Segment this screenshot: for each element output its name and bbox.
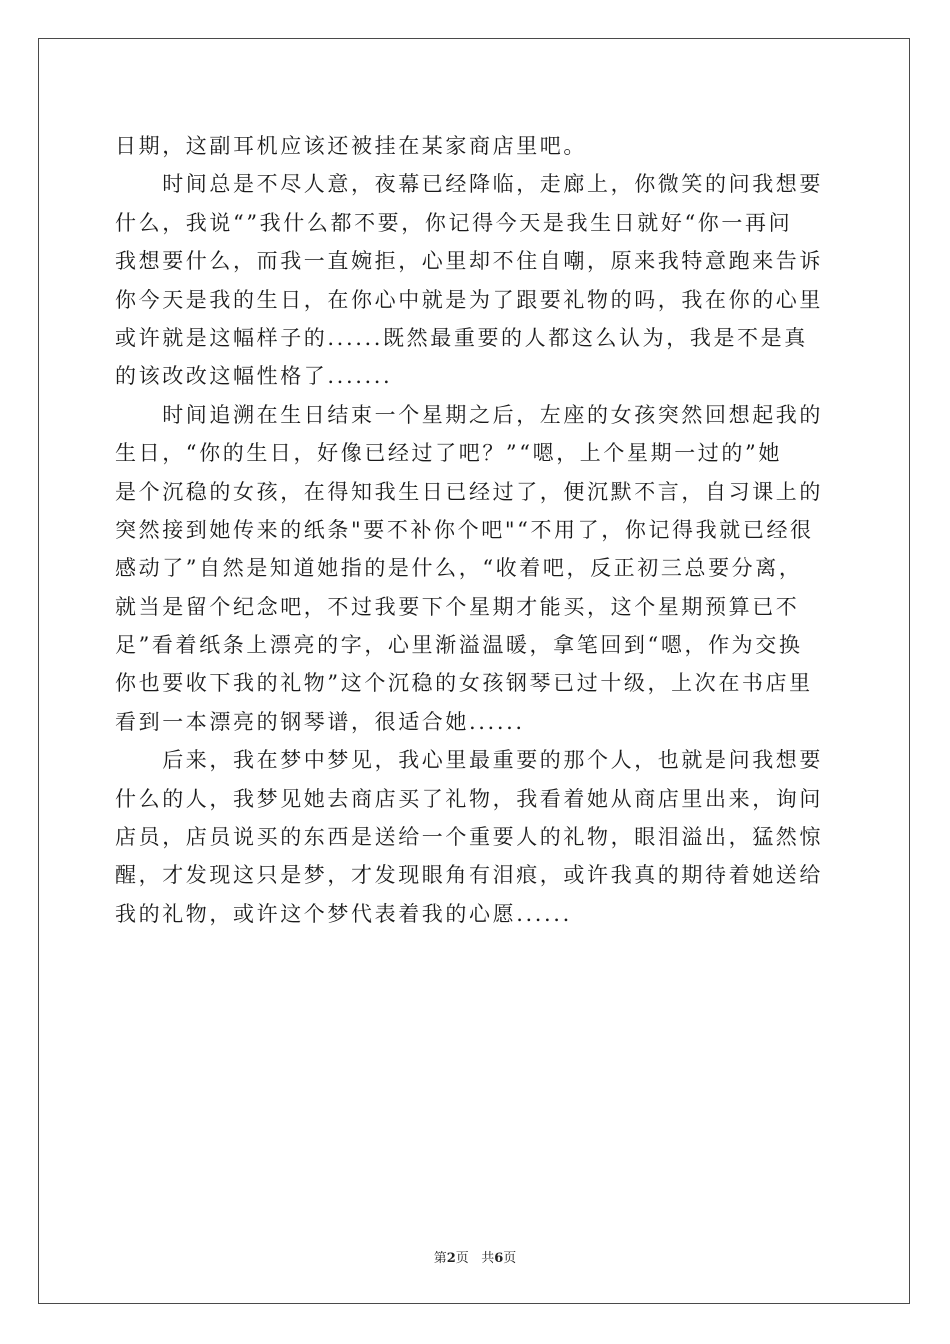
text-line: 什么，我说“”我什么都不要，你记得今天是我生日就好“你一再问	[115, 210, 793, 235]
text-line: 店员，店员说买的东西是送给一个重要人的礼物，眼泪溢出，猛然惊	[115, 825, 823, 850]
text-line: 时间追溯在生日结束一个星期之后，左座的女孩突然回想起我的	[115, 402, 823, 427]
page-number: 2	[446, 1251, 456, 1266]
text-line: 我的礼物，或许这个梦代表着我的心愿......	[115, 901, 572, 926]
text-line: 是个沉稳的女孩，在得知我生日已经过了，便沉默不言，自习课上的	[115, 479, 823, 504]
total-prefix: 共	[481, 1251, 495, 1266]
page-footer	[0, 1247, 950, 1266]
text-line: 看到一本漂亮的钢琴谱，很适合她......	[115, 709, 525, 734]
text-line: 时间总是不尽人意，夜幕已经降临，走廊上，你微笑的问我想要	[115, 172, 823, 197]
text-line: 或许就是这幅样子的......既然最重要的人都这么认为，我是不是真	[115, 325, 808, 350]
text-line: 日期，这副耳机应该还被挂在某家商店里吧。	[115, 134, 587, 158]
text-line: 我想要什么，而我一直婉拒，心里却不住自嘲，原来我特意跑来告诉	[115, 249, 823, 274]
text-line: 感动了”自然是知道她指的是什么，“收着吧，反正初三总要分离，	[115, 556, 803, 581]
text-line: 你也要收下我的礼物”这个沉稳的女孩钢琴已过十级，上次在书店里	[115, 671, 813, 696]
total-pages: 6	[494, 1251, 504, 1266]
text-line: 你今天是我的生日，在你心中就是为了跟要礼物的吗，我在你的心里	[115, 287, 823, 312]
text-line: 的该改改这幅性格了.......	[115, 364, 393, 389]
text-line: 后来，我在梦中梦见，我心里最重要的那个人，也就是问我想要	[115, 748, 823, 773]
text-line: 醒，才发现这只是梦，才发现眼角有泪痕，或许我真的期待着她送给	[115, 863, 823, 888]
text-line: 生日，“你的生日，好像已经过了吧？”“嗯，上个星期一过的”她	[115, 441, 782, 466]
text-line: 什么的人，我梦见她去商店买了礼物，我看着她从商店里出来，询问	[115, 786, 823, 811]
total-suffix: 页	[503, 1251, 517, 1266]
text-line: 突然接到她传来的纸条"要不补你个吧"“不用了，你记得我就已经很	[115, 517, 814, 542]
text-line: 足”看着纸条上漂亮的字，心里渐溢温暖，拿笔回到“嗯，作为交换	[115, 633, 803, 658]
page-prefix: 第	[433, 1251, 447, 1266]
document-body	[115, 127, 837, 933]
text-line: 就当是留个纪念吧，不过我要下个星期才能买，这个星期预算已不	[115, 594, 800, 619]
page-suffix: 页	[455, 1251, 469, 1266]
